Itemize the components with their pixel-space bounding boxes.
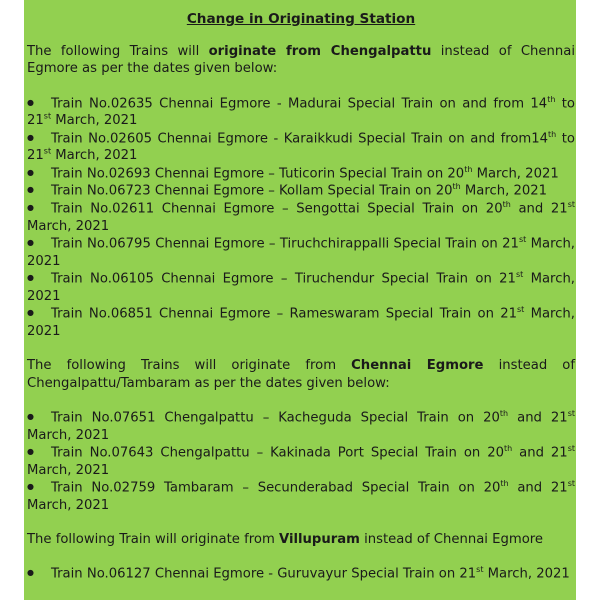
bullet-icon: ● <box>27 273 34 283</box>
page-title: Change in Originating Station <box>186 11 416 27</box>
train-list <box>27 409 575 514</box>
list-item: ● Train No.02605 Chennai Egmore - Karaikkudi Special Train on and from14th to 21st March, 2021 <box>27 129 576 164</box>
train-list <box>27 565 575 583</box>
bullet-icon: ● <box>27 567 34 577</box>
section-intro: The following Trains will originate from Chennai Egmore instead of Chengalpattu/Tambaram as per the dates given below: <box>27 358 575 391</box>
highlight-text: originate from Chengalpattu <box>208 44 432 60</box>
bullet-icon: ● <box>27 411 34 421</box>
list-item: ● Train No.06127 Chennai Egmore - Guruvayur Special Train on 21st March, 2021 <box>27 565 570 582</box>
list-item: ● Train No.02635 Chennai Egmore - Madurai Special Train on and from 14th to 21st March, 2021 <box>27 94 576 129</box>
bullet-icon: ● <box>27 185 34 195</box>
bullet-icon: ● <box>27 308 34 318</box>
list-item: ● Train No.06723 Chennai Egmore – Kollam Special Train on 20th March, 2021 <box>27 182 548 200</box>
bullet-icon: ● <box>27 481 34 491</box>
list-item: ● Train No.06851 Chennai Egmore – Rameswaram Special Train on 21st March, 2021 <box>27 305 575 340</box>
notice-document <box>24 0 576 600</box>
bullet-icon: ● <box>27 203 34 213</box>
bullet-icon: ● <box>27 446 34 456</box>
list-item: ● Train No.06795 Chennai Egmore – Tiruchchirappalli Special Train on 21st March, 2021 <box>27 235 575 270</box>
bullet-icon: ● <box>27 97 34 107</box>
train-list <box>27 95 575 341</box>
highlight-text: Villupuram <box>278 531 360 547</box>
list-item: ● Train No.02759 Tambaram – Secunderabad Special Train on 20th and 21st March, 2021 <box>27 478 575 513</box>
list-item: ● Train No.07651 Chengalpattu – Kacheguda Special Train on 20th and 21st March, 2021 <box>27 408 575 443</box>
bullet-icon: ● <box>27 238 34 248</box>
list-item: ● Train No.02611 Chennai Egmore – Sengottai Special Train on 20th and 21st March, 2021 <box>27 200 575 235</box>
bullet-icon: ● <box>27 132 34 142</box>
list-item: ● Train No.02693 Chennai Egmore – Tuticorin Special Train on 20th March, 2021 <box>27 164 559 182</box>
bullet-icon: ● <box>27 167 34 177</box>
highlight-text: Chennai Egmore <box>351 358 484 374</box>
list-item: ● Train No.06105 Chennai Egmore – Tiruchendur Special Train on 21st March, 2021 <box>27 270 575 305</box>
list-item: ● Train No.07643 Chengalpattu – Kakinada Port Special Train on 20th and 21st March, 2021 <box>27 443 575 478</box>
section-intro: The following Train will originate from Villupuram instead of Chennai Egmore <box>27 531 544 547</box>
section-intro: The following Trains will originate from Chengalpattu instead of Chennai Egmore as per the dates given below: <box>27 44 575 77</box>
